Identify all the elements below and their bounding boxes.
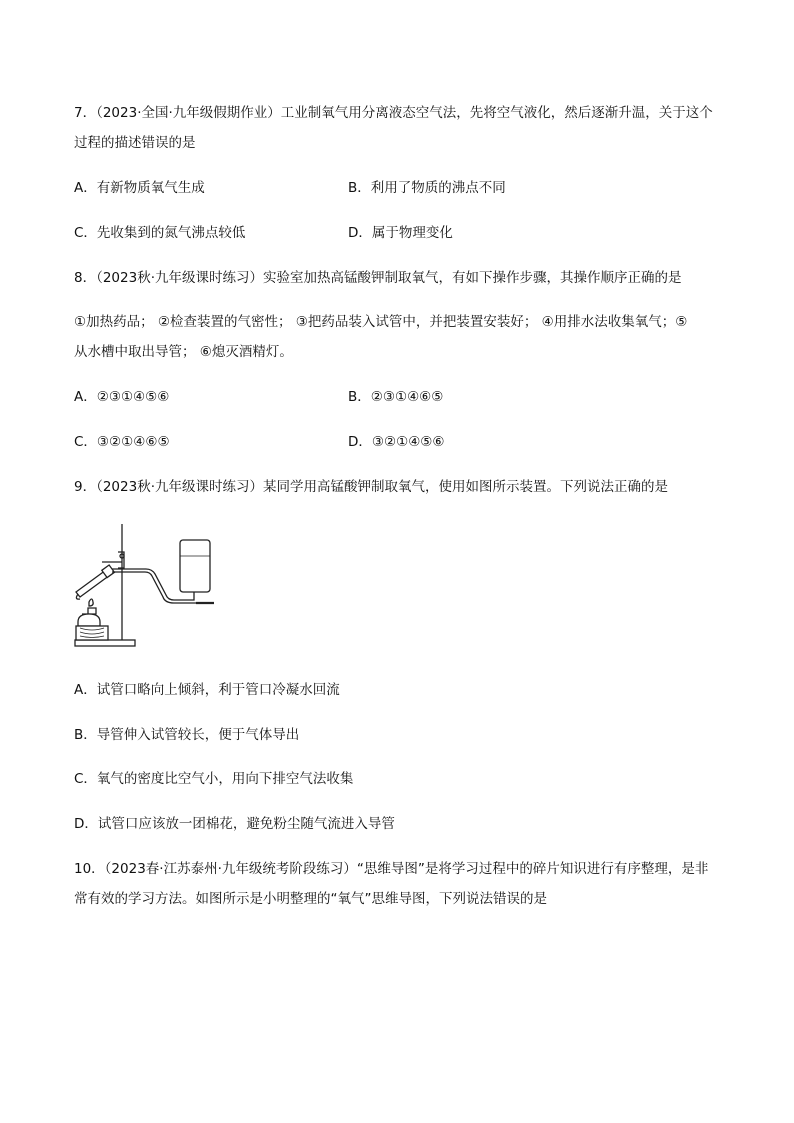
- q8-option-b: B．②③①④⑥⑤: [348, 389, 444, 405]
- q10-stem-line1: 10．（2023春·江苏泰州·九年级统考阶段练习）“思维导图”是将学习过程中的碎片知识进行有序整理，是非: [74, 861, 709, 877]
- q9-option-b: B．导管伸入试管较长，便于气体导出: [74, 727, 300, 743]
- q8-steps-line2: 从水槽中取出导管； ⑥熄灭酒精灯。: [74, 344, 293, 360]
- q8-steps-line1: ①加热药品； ②检查装置的气密性； ③把药品装入试管中，并把装置安装好； ④用排水法收集氧气；⑤: [74, 314, 688, 330]
- q7-stem-line2: 过程的描述错误的是: [74, 135, 196, 151]
- lamp-wick-holder: [82, 608, 96, 614]
- stand-base: [75, 640, 135, 646]
- q9-option-d: D．试管口应该放一团棉花，避免粉尘随气流进入导管: [74, 816, 395, 832]
- alcohol-lamp: [78, 614, 100, 626]
- q7-option-c: C．先收集到的氮气沸点较低: [74, 225, 246, 241]
- q8-option-d: D．③②①④⑤⑥: [348, 434, 445, 450]
- q7-option-b: B．利用了物质的沸点不同: [348, 180, 506, 196]
- gas-collection-bottle: [180, 540, 210, 592]
- q9-stem-line1: 9．（2023秋·九年级课时练习）某同学用高锰酸钾制取氧气，使用如图所示装置。下列说法正确的是: [74, 479, 668, 495]
- q7-stem-line1: 7．（2023·全国·九年级假期作业）工业制氧气用分离液态空气法，先将空气液化，然后逐渐升温，关于这个: [74, 105, 713, 121]
- q8-option-a: A．②③①④⑤⑥: [74, 389, 170, 405]
- lamp-flame: [89, 599, 93, 606]
- q10-stem-line2: 常有效的学习方法。如图所示是小明整理的“氧气”思维导图，下列说法错误的是: [74, 891, 547, 907]
- q8-stem-line1: 8．（2023秋·九年级课时练习）实验室加热高锰酸钾制取氧气，有如下操作步骤，其操作顺序正确的是: [74, 270, 682, 286]
- q7-option-a: A．有新物质氧气生成: [74, 180, 205, 196]
- q9-option-c: C．氧气的密度比空气小，用向下排空气法收集: [74, 771, 354, 787]
- q7-option-d: D．属于物理变化: [348, 225, 453, 241]
- lab-apparatus-figure: [72, 522, 222, 650]
- q8-option-c: C．③②①④⑥⑤: [74, 434, 170, 450]
- q9-option-a: A．试管口略向上倾斜，利于管口冷凝水回流: [74, 682, 340, 698]
